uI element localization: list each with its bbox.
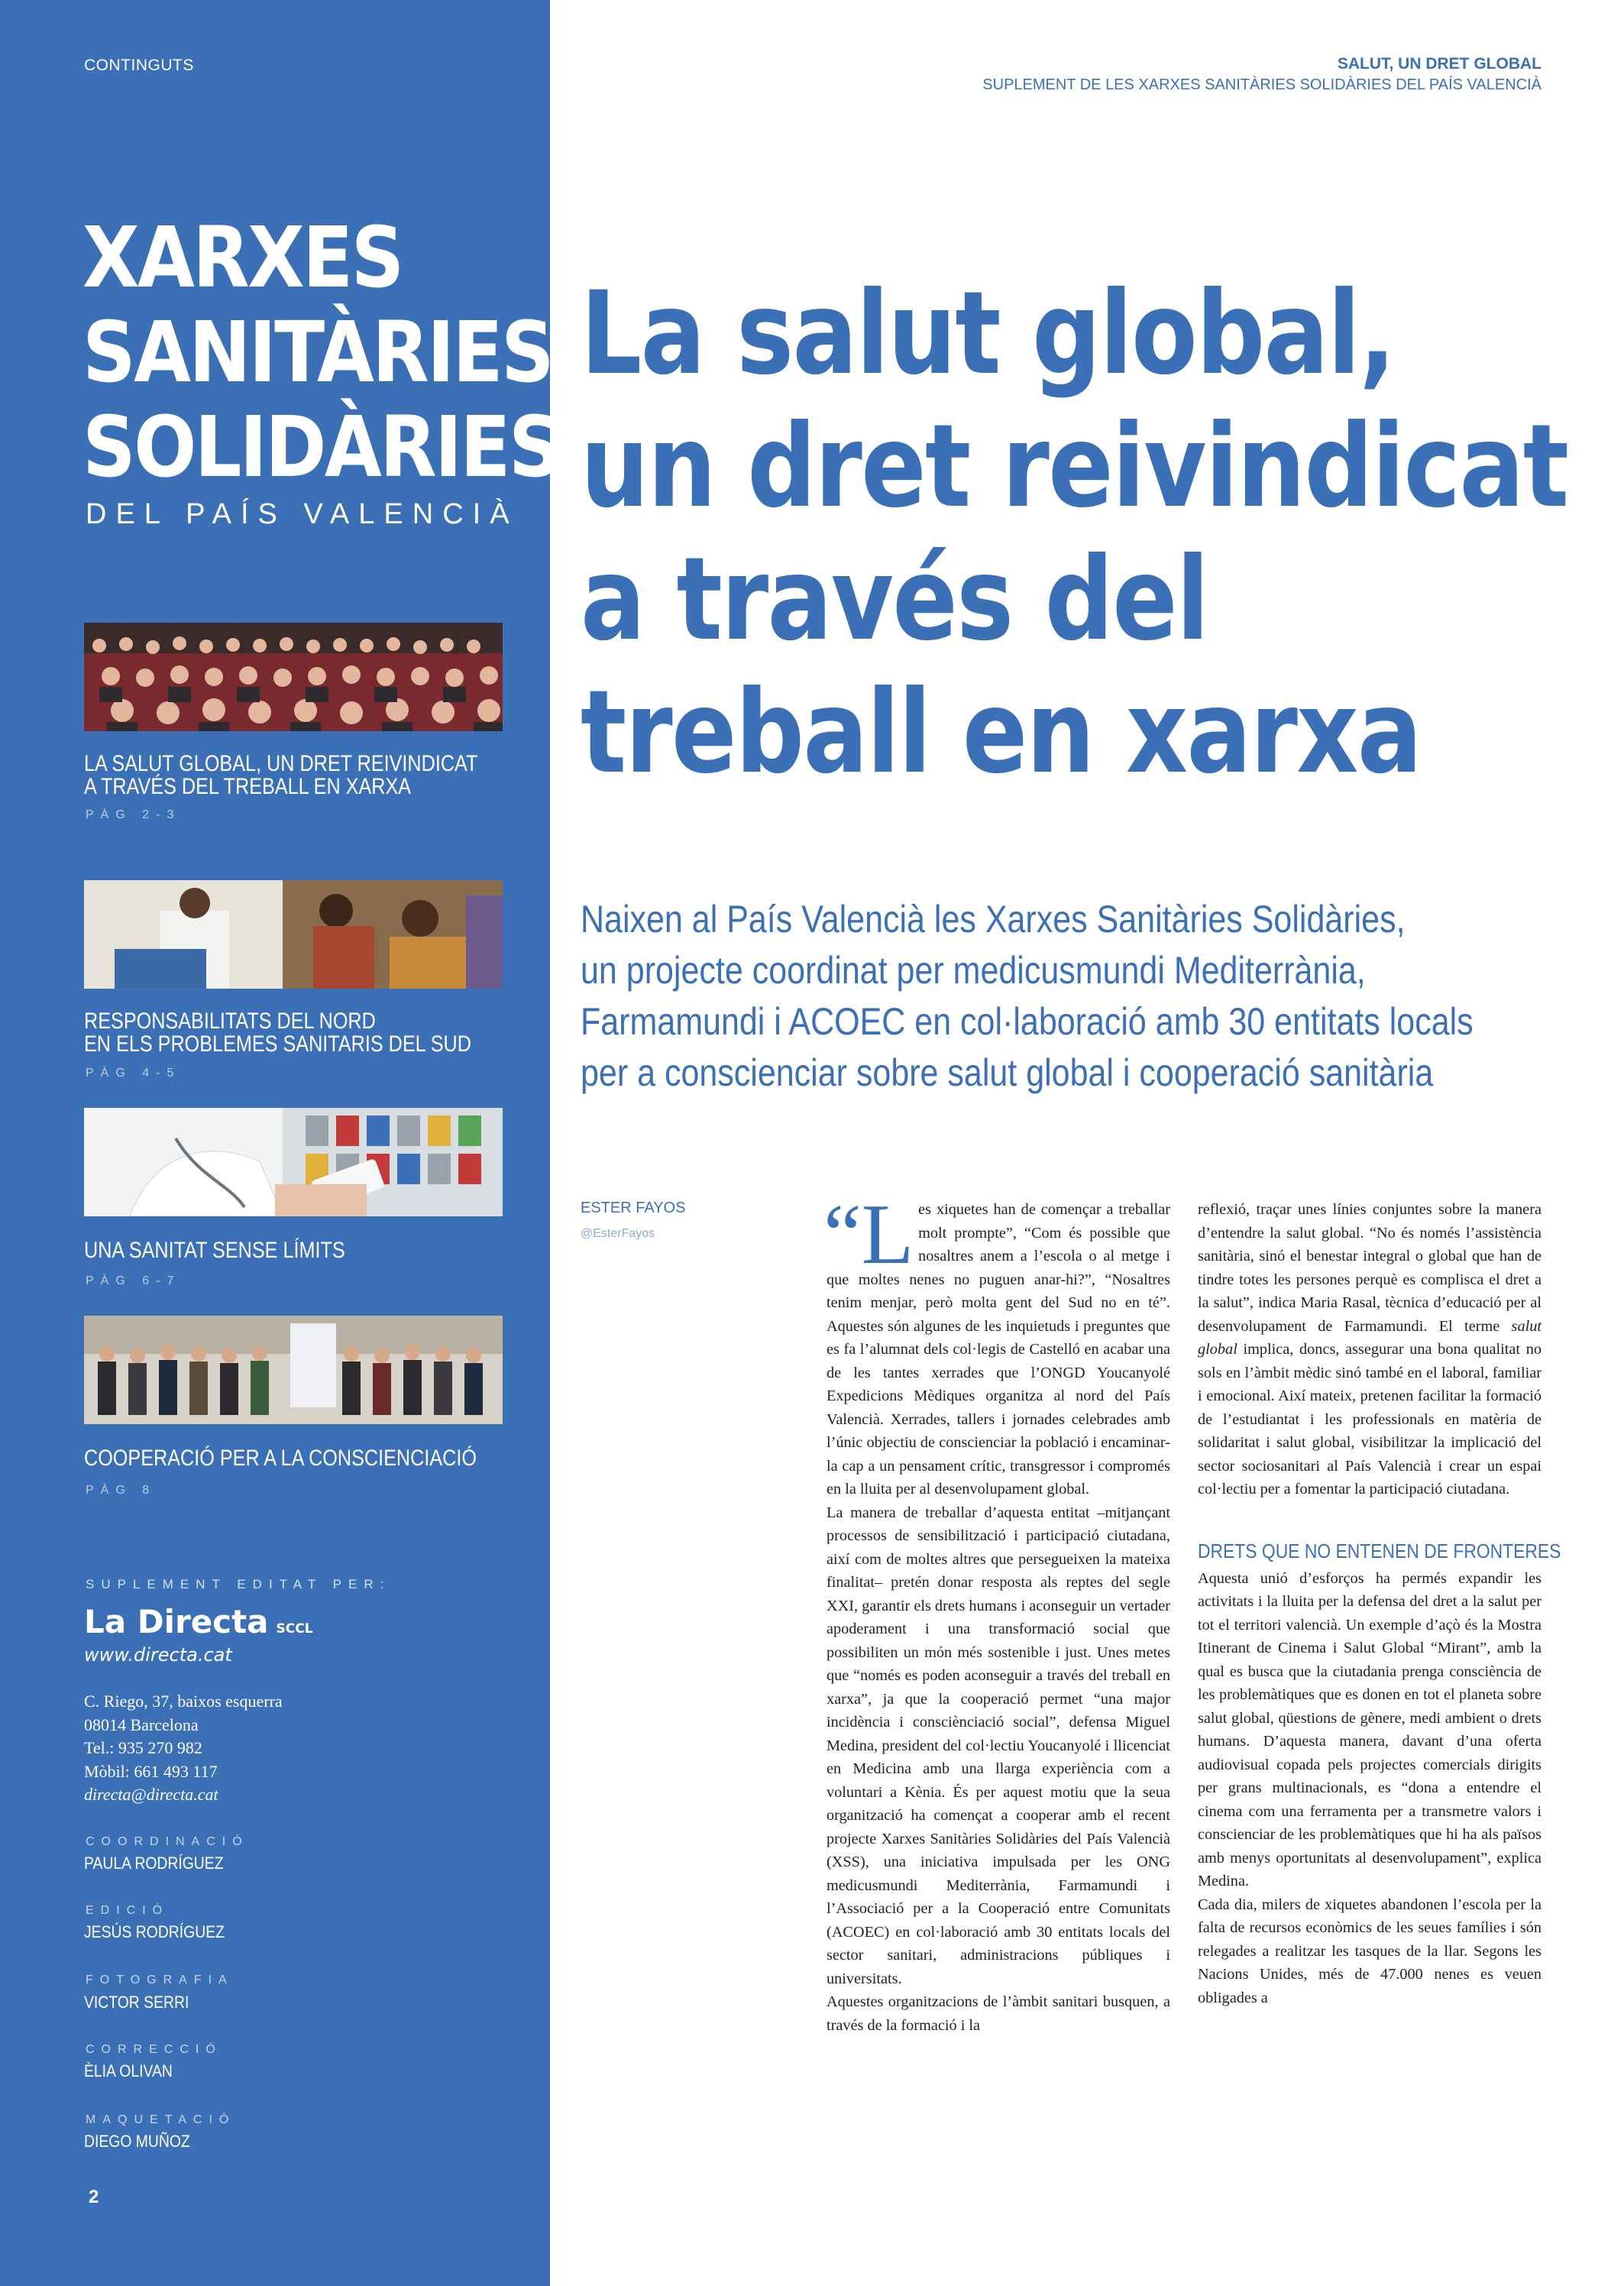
toc-item-4-title[interactable]: COOPERACIÓ PER A LA CONSCIENCIACIÓ [84,1446,477,1471]
toc-thumbnail-clinic[interactable] [84,880,503,989]
toc-item-1-page: PÀG 2-3 [86,808,181,821]
toc-item-3-title[interactable]: UNA SANITAT SENSE LÍMITS [84,1238,345,1263]
credit-name: ÈLIA OLIVAN [84,2061,173,2080]
section-label: CONTINGUTS [84,57,194,74]
toc-thumbnail-audience[interactable] [84,623,503,731]
author-name: ESTER FAYOS [581,1200,686,1216]
publisher-logo-suffix: SCCL [276,1621,313,1637]
running-header [982,55,1542,94]
page-number: 2 [89,2187,99,2207]
brand-line-1: XARXES [82,209,403,306]
article-paragraph: “Les xiquetes han de començar a treballar molt prompte”, “Com és possible que nosaltres anem a l’escola o al metge i que moltes nenes no puguen anar-hi?”, “Nosaltres tenim menjar, però molta gent del Sud no en té”. Aquestes són algunes de les inquietuds i preguntes que es fa l’alumnat dels col·legis de Castelló en acabar una de les tantes xerrades que l’ONGD Youcanyolé Expedicions Mèdiques organitza al nord del País Valencià. Xerrades, tallers i jornades celebrades amb l’únic objectiu de conscienciar la població i encaminar-la cap a un pensament crític, transgressor i compromés en la lluita per al desenvolupament global. [823,1187,1170,1498]
article-paragraph: Cada dia, milers de xiquetes abandonen l’escola per la falta de recursos econòmics de les seues famílies i són relegades a realitzar les tasques de la llar. Segons les Nacions Unides, més de 47.000 nenes es veuen obligades a [1198,1896,1542,2006]
article-paragraph: Aquestes organitzacions de l’àmbit sanitari busquen, a través de la formació i la [827,1993,1170,2034]
article-paragraph: reflexió, traçar unes línies conjuntes sobre la manera d’entendre la salut global. “No és només l’assistència sanitària, sinó el benestar integral o global que han de tindre totes les persones perquè es complisca el dret a la salut”, indica Maria Rasal, tècnica d’educació per al desenvolupament de Farmamundi. El terme salut global implica, doncs, assegurar una bona qualitat no sols en l’àmbit mèdic sinó també en el laboral, familiar i emocional. Així mateix, pretenen facilitar la formació de l’estudiantat i les professionals en matèria de solidaritat i salut global, visibilitzar la implicació del sector sociosanitari al País Valencià i crear un espai col·lectiu per a fomentar la participació ciutadana. [1198,1201,1542,1498]
address-email[interactable]: directa@directa.cat [84,1785,218,1804]
credit-name: PAULA RODRÍGUEZ [84,1854,224,1873]
emphasis: salut global [1198,1317,1542,1358]
article-paragraph: Aquesta unió d’esforços ha permés expandir les activitats i la lluita per la defensa del dret a la salut per tot el territori valencià. Un exemple d’açò és la Mostra Itinerant de Cinema i Salut Global “Mirant”, amb la qual es busca que la ciutadania prenga consciència de les problemàtiques que es donen en tot el planeta sobre salut global, qüestions de gènere, medi ambient o drets humans. D’aquesta manera, davant d’una oferta audiovisual copada pels projectes comercials dirigits per grans multinacionals, es “dona a entendre el cinema com una ferramenta per a transmetre valors i conscienciar de les problemàtiques que hi ha als països amb menys oportunitats al desenvolupament”, explica Medina. [1198,1569,1542,1889]
brand-line-3: SOLIDÀRIES [82,398,560,496]
credit-role: MAQUETACIÓ [86,2113,236,2126]
article-column-1 [823,1187,1170,2037]
drop-cap: “L [823,1187,914,1282]
credit-role: EDICIÓ [86,1904,170,1917]
publisher-label: SUPLEMENT EDITAT PER: [86,1577,391,1591]
toc-thumbnail-pharmacy[interactable] [84,1108,503,1216]
running-header-subtitle: SUPLEMENT DE LES XARXES SANITÀRIES SOLIDÀRIES DEL PAÍS VALENCIÀ [982,76,1542,93]
publisher-address [84,1690,283,1807]
contents-sidebar [0,0,560,2286]
running-header-title: SALUT, UN DRET GLOBAL [1337,55,1542,73]
article-paragraph: La manera de treballar d’aquesta entitat –mitjançant processos de sensibilització i participació ciutadana, així com de moltes altres que persegueixen la mateixa finalitat– pretén donar resposta als reptes del segle XXI, garantir els drets humans i aconseguir un vertader apoderament i una transformació social que possibiliten un món més sostenible i just. Unes metes que “només es poden aconseguir a través del treball en xarxa”, ja que la cooperació permet “una major incidència i consciènciació social”, defensa Miguel Medina, president del col·lectiu Youcanyolé i llicenciat en Medicina amb una llarga experiència com a voluntari a Kènia. És per aquest motiu que la seua organització ha començat a cooperar amb el recent projecte Xarxes Sanitàries Solidàries del País Valencià (XSS), una iniciativa impulsada per les ONG medicusmundi Mediterrània, Farmamundi i l’Associació per a la Cooperació entre Comunitats (ACOEC) en col·laboració amb 30 entitats locals del sector sanitari, administracions públiques i universitats. [827,1504,1170,1987]
credit-role: CORRECCIÓ [86,2043,222,2056]
credit-name: DIEGO MUÑOZ [84,2132,190,2151]
publisher-url[interactable]: www.directa.cat [84,1644,232,1666]
toc-thumbnail-group[interactable] [84,1316,503,1424]
article-column-2 [1198,1198,1561,2009]
credit-role: FOTOGRAFIA [86,1974,234,1986]
address-phone: Tel.: 935 270 982 [84,1738,202,1757]
toc-item-3-page: PÀG 6-7 [86,1274,181,1287]
address-city: 08014 Barcelona [84,1714,199,1734]
address-street: C. Riego, 37, baixos esquerra [84,1692,283,1711]
brand-line-2: SANITÀRIES [82,303,553,401]
publisher-logo: La Directa SCCL [84,1603,313,1640]
toc-item-1-title[interactable]: LA SALUT GLOBAL, UN DRET REIVINDICAT A TRAVÉS DEL TREBALL EN XARXA [84,751,478,799]
article-standfirst: Naixen al País Valencià les Xarxes Sanitàries Solidàries, un projecte coordinat per medicusmundi Mediterrània, Farmamundi i ACOEC en col·laboració amb 30 entitats locals per a conscienciar sobre salut global i cooperació sanitària [581,898,1474,1094]
toc-item-4-page: PÀG 8 [86,1484,157,1497]
credit-name: VICTOR SERRI [84,1993,189,2012]
credit-name: JESÚS RODRÍGUEZ [84,1922,225,1941]
brand-title [82,210,625,494]
article-headline: La salut global, un dret reivindicat a través del treball en xarxa [581,267,1568,799]
article-subheading: DRETS QUE NO ENTENEN DE FRONTERES [1198,1539,1561,1562]
toc-item-2-title[interactable]: RESPONSABILITATS DEL NORD EN ELS PROBLEMES SANITARIS DEL SUD [84,1009,471,1057]
brand-subtitle: DEL PAÍS VALENCIÀ [86,498,519,530]
address-mobile: Mòbil: 661 493 117 [84,1761,218,1781]
author-handle[interactable]: @EsterFayos [581,1227,655,1240]
toc-item-2-page: PÀG 4-5 [86,1067,181,1080]
credit-role: COORDINACIÓ [86,1835,249,1848]
